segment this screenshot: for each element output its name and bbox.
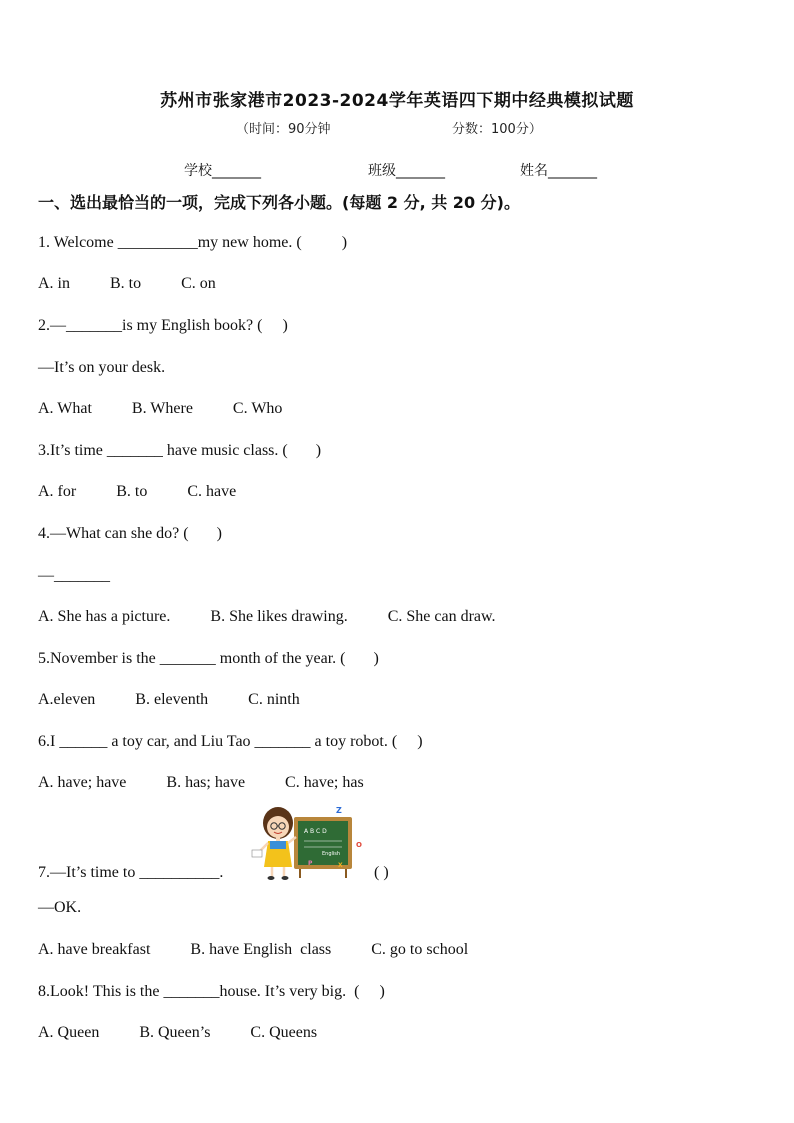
question-4-reply: —_______ <box>38 567 110 584</box>
exam-time: （时间：90分钟 <box>236 122 331 137</box>
question-5-options: A.eleven B. eleventh C. ninth <box>38 691 300 708</box>
question-4-options: A. She has a picture. B. She likes drawing. C. She can draw. <box>38 608 496 625</box>
school-field: 学校_______ <box>184 163 261 179</box>
question-1: 1. Welcome __________my new home. ( ) <box>38 234 348 251</box>
question-6: 6.I ______ a toy car, and Liu Tao _______ a toy robot. ( ) <box>38 733 423 750</box>
question-4: 4.—What can she do? ( ) <box>38 525 222 542</box>
teacher-icon <box>252 807 296 880</box>
question-7-paren: ( ) <box>374 864 389 881</box>
question-5: 5.November is the _______ month of the year. ( ) <box>38 650 379 667</box>
float-letter-x: X <box>338 862 343 869</box>
float-letter-p: P <box>308 860 313 867</box>
blackboard-icon <box>294 817 352 878</box>
section-heading: 一、选出最恰当的一项，完成下列各小题。(每题 2 分, 共 20 分)。 <box>38 193 520 212</box>
question-1-options: A. in B. to C. on <box>38 275 216 292</box>
question-7: 7.—It’s time to __________. <box>38 864 224 881</box>
question-7-options: A. have breakfast B. have English class C. go to school <box>38 941 469 958</box>
question-3: 3.It’s time _______ have music class. ( ) <box>38 442 322 459</box>
board-letters: A B C D <box>304 828 327 835</box>
float-letter-o: O <box>356 841 362 849</box>
question-2: 2.—_______is my English book? ( ) <box>38 317 288 334</box>
question-3-options: A. for B. to C. have <box>38 483 237 500</box>
class-field: 班级_______ <box>368 163 445 179</box>
exam-title: 苏州市张家港市2023-2024学年英语四下期中经典模拟试题 <box>160 91 634 111</box>
question-8-options: A. Queen B. Queen’s C. Queens <box>38 1024 318 1041</box>
question-2-options: A. What B. Where C. Who <box>38 400 283 417</box>
teacher-blackboard-picture <box>250 803 366 881</box>
board-word: English <box>322 851 341 857</box>
exam-score: 分数：100分） <box>452 122 542 137</box>
teacher-illustration <box>250 803 366 881</box>
question-8: 8.Look! This is the _______house. It’s very big. ( ) <box>38 983 385 1000</box>
question-2-reply: —It’s on your desk. <box>38 359 166 376</box>
question-6-options: A. have; have B. has; have C. have; has <box>38 774 364 791</box>
name-field: 姓名_______ <box>520 163 597 179</box>
float-letter-z: Z <box>336 806 342 815</box>
question-7-reply: —OK. <box>38 899 82 916</box>
